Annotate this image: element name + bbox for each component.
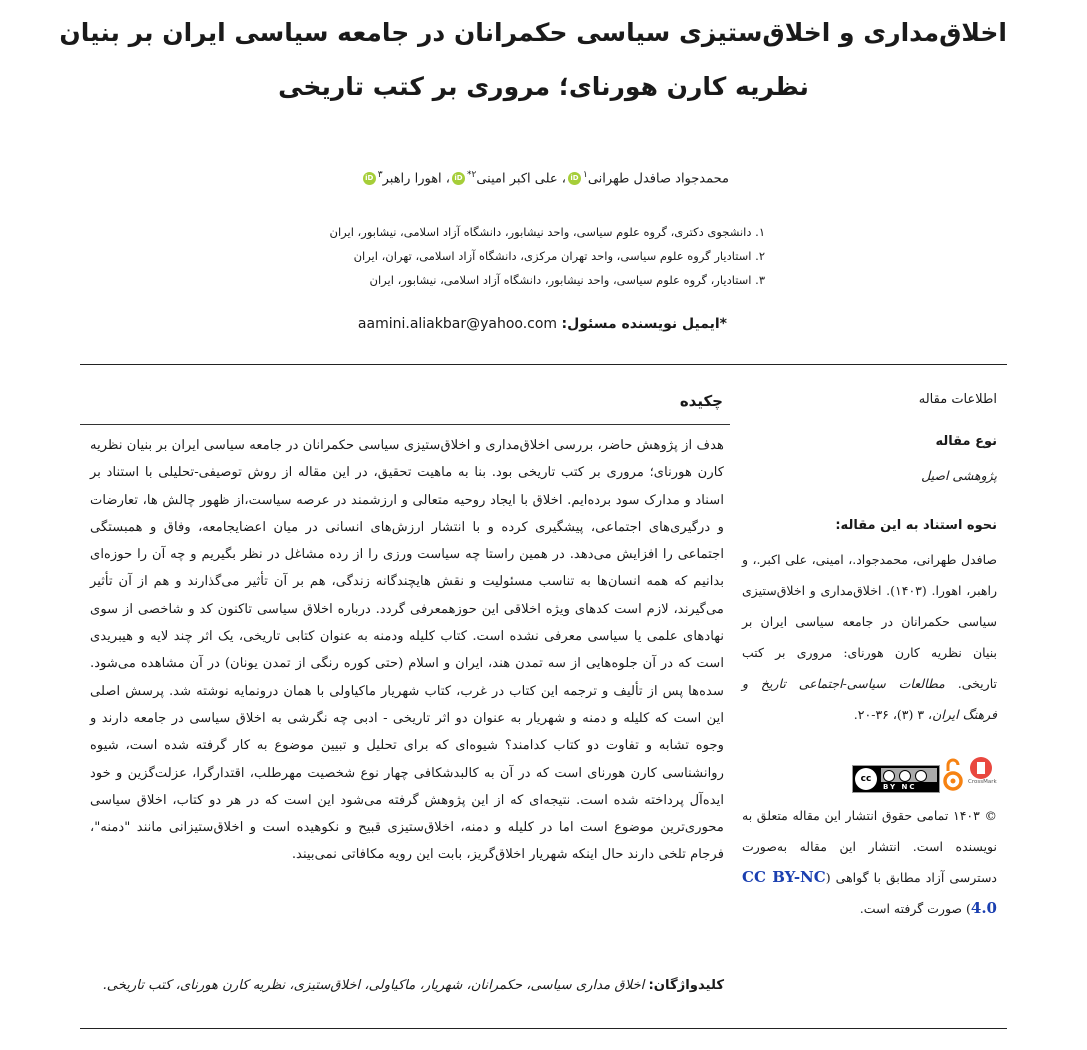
- crossmark-logo: [970, 757, 992, 779]
- corresponding-email: [358, 316, 727, 332]
- affiliation-item: ۱. دانشجوی دکتری، گروه علوم سیاسی، واحد نیشابور، دانشگاه آزاد اسلامی، نیشابور، ایران: [329, 225, 765, 239]
- cc-icons: [881, 768, 937, 782]
- author-affiliation-number: ۲*: [466, 170, 477, 180]
- title-line-1: اخلاق‌مداری و اخلاق‌ستیزی سیاسی حکمرانان در جامعه سیاسی ایران بر بنیان: [59, 18, 1007, 47]
- author-list: [361, 170, 729, 186]
- author-name: اهورا راهبر: [382, 171, 442, 187]
- article-type-heading: نوع مقاله: [935, 434, 997, 449]
- author-name: محمدجواد صافدل طهرانی: [587, 171, 729, 187]
- article-info-heading: اطلاعات مقاله: [918, 392, 997, 407]
- citation-journal: مطالعات سیاسی-اجتماعی تاریخ و فرهنگ ایران: [742, 676, 997, 722]
- crossmark-icon[interactable]: [968, 757, 997, 793]
- license-badges: [852, 757, 997, 797]
- cc-by-nc-label: BY NC: [883, 783, 917, 791]
- keywords: [90, 972, 724, 999]
- license-link[interactable]: CC BY-NC 4.0: [742, 868, 997, 917]
- orcid-icon[interactable]: iD: [363, 172, 376, 185]
- nc-icon: [899, 770, 911, 782]
- affiliation-list: [330, 220, 765, 292]
- orcid-icon[interactable]: iD: [452, 172, 465, 185]
- article-type-value: پژوهشی اصیل: [921, 468, 997, 483]
- abstract-heading: چکیده: [679, 392, 723, 410]
- author-separator: ،: [557, 171, 566, 187]
- open-access-icon: [942, 757, 964, 793]
- cc-logo: cc: [855, 768, 877, 790]
- copyright-notice: [742, 800, 997, 924]
- dollar-icon: [915, 770, 927, 782]
- affiliation-item: ۲. استادیار گروه علوم سیاسی، واحد تهران مرکزی، دانشگاه آزاد اسلامی، تهران، ایران: [353, 249, 765, 263]
- citation-volume: ، ۳ (۳)، ۳۶-۲۰.: [853, 707, 933, 722]
- abstract-divider: [80, 424, 730, 425]
- author-affiliation-number: ۳: [377, 170, 383, 180]
- crossmark-label: CrossMark: [968, 779, 997, 785]
- bottom-divider: [80, 1028, 1007, 1029]
- keywords-label: کلیدواژگان:: [648, 978, 724, 993]
- email-address[interactable]: aamini.aliakbar@yahoo.com: [357, 316, 558, 332]
- cc-by-nc-badge[interactable]: [852, 765, 940, 793]
- citation-heading: نحوه استناد به این مقاله:: [835, 518, 997, 533]
- citation-text: [742, 544, 997, 730]
- author-name: علی اکبر امینی: [476, 171, 558, 187]
- by-icon: [883, 770, 895, 782]
- paper-title: [59, 6, 1007, 114]
- title-line-2: نظریه کارن هورنای؛ مروری بر کتب تاریخی: [278, 72, 809, 101]
- top-divider: [80, 364, 1007, 365]
- email-label: *ایمیل نویسنده مسئول:: [561, 316, 727, 332]
- keywords-text: اخلاق مداری سیاسی، حکمرانان، شهریار، ماکیاولی، اخلاق‌ستیزی، نظریه کارن هورنای، کتب تاریخی.: [102, 978, 645, 993]
- abstract-body: هدف از پژوهش حاضر، بررسی اخلاق‌مداری و اخلاق‌ستیزی سیاسی حکمرانان در جامعه سیاسی ایران بر بنیان نظریه کارن هورنای؛ مروری بر کتب تاریخی بود. بنا به ماهیت تحقیق، در این مقاله از روش توصیفی-تحلیلی با استناد بر اسناد و مدارک سود برده‌ایم. اخلاق با ایجاد روحیه متعالی و ارزشمند در عرصه سیاست،از ظهور چالش ها، تعارضات و درگیری‌های اجتماعی، پیشگیری کرده و با انتشار ارزش‌های انسانی در میان اعضایجامعه، وفاق و همبستگی اجتماعی را افزایش می‌دهد. در همین راستا چه سیاست ورزی را از رده مشاغل در نظر بگیریم و چه آن را حوزه‌ای بدانیم که همه انسان‌ها به تناسب مسئولیت و نقش هایچندگانه زندگی، هم بر آن تأثیر می‌گذارند و هم از آن تأثیر می‌گیرند، لازم است کدهای ویژه اخلاقی این حوزهمعرفی گردد. درباره اخلاق سیاسی تاکنون کد و شاخصی از سوی نهادهای علمی یا سیاسی معرفی نشده است. کتاب کلیله ودمنه به عنوان کتابی تاریخی، یک اثر چند لایه و هیبریدی است که در آن جلوه‌هایی از سه تمدن هند، ایران و اسلام (حتی کوره رنگی از تمدن یونان) در آن مشاهده می‌شود. سده‌ها پس از تألیف و ترجمه این کتاب در غرب، کتاب شهریار ماکیاولی با همان درونمایه نوشته شد. پرسش اصلی این است که کلیله و دمنه و شهریار به عنوان دو اثر تاریخی - ادبی چه نگرشی به اخلاق سیاسی در جامعه دارند و وجوه تشابه و تفاوت دو کتاب کدامند؟ شیوه‌ای که برای تحلیل و تبیین موضوع به کار گرفته شده است، شیوه روانشناسی کارن هورنای است که در آن به کالبدشکافی چهار نوع شخصیت مهرطلب، اقتدارگرا، عزلت‌گزین و خود ایده‌آل پرداخته شده است. نتیجه‌ای که از این پژوهش گرفته می‌شود این است که در هر دو کتاب، اخلاق سیاسی محوری‌ترین موضوع است اما در کلیله و دمنه، اخلاق‌ستیزی قبیح و نکوهیده است و اخلاق‌ستیزانی مانند "دمنه"، فرجام تلخی دارند حال اینکه شهریار اخلاق‌گریز، بابت این رویه مکافاتی نمی‌بیند.: [90, 438, 724, 863]
- copyright-text-end: ) صورت گرفته است.: [859, 901, 971, 916]
- author-separator: ،: [441, 171, 450, 187]
- author-affiliation-number: ۱: [582, 170, 588, 180]
- citation-authors: صافدل طهرانی، محمدجواد.، امینی، علی اکبر.، و راهبر، اهورا. (۱۴۰۳). اخلاق‌مداری و اخلاق‌ستیزی سیاسی حکمرانان در جامعه سیاسی ایران بر بنیان نظریه کارن هورنای: مروری بر کتب تاریخی.: [742, 552, 997, 691]
- affiliation-item: ۳. استادیار، گروه علوم سیاسی، واحد نیشابور، دانشگاه آزاد اسلامی، نیشابور، ایران: [369, 273, 765, 287]
- orcid-icon[interactable]: iD: [568, 172, 581, 185]
- copyright-text: © ۱۴۰۳ تمامی حقوق انتشار این مقاله متعلق به نویسنده است. انتشار این مقاله به‌صورت دسترسی آزاد مطابق با گواهی (: [742, 808, 997, 885]
